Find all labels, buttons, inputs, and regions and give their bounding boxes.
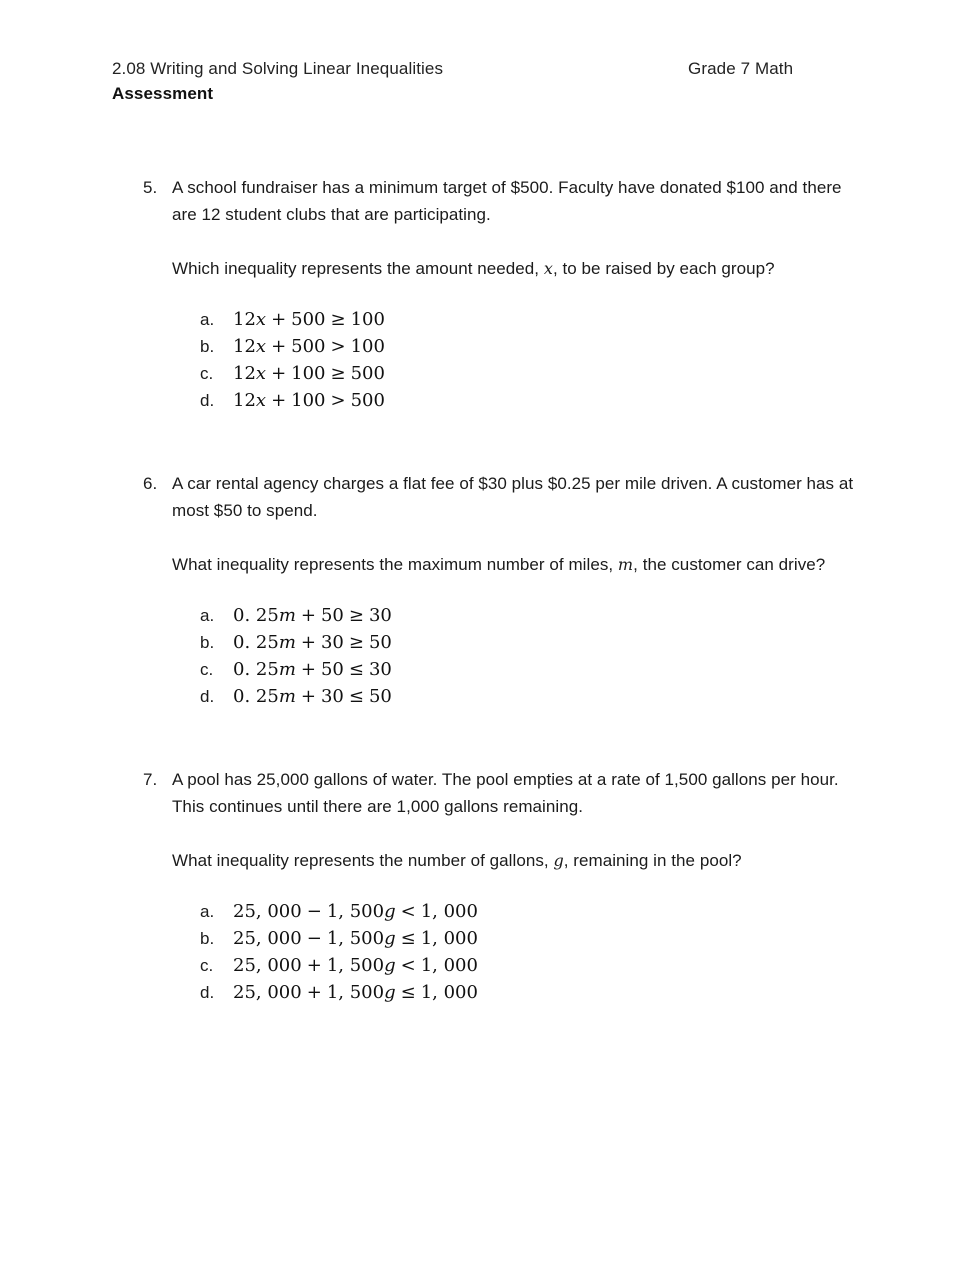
answer-choice[interactable] <box>200 387 866 414</box>
expression-operator: − <box>306 928 322 949</box>
expression-relation: ≤ <box>400 928 416 949</box>
choice-letter: a. <box>200 902 215 921</box>
choice-letter: d. <box>200 983 215 1002</box>
expression-term: 1, 500 <box>326 901 385 922</box>
choice-letter: c. <box>200 364 214 383</box>
question-prompt <box>172 255 866 282</box>
lesson-title: 2.08 Writing and Solving Linear Inequalities <box>112 59 444 78</box>
expression-variable: m <box>278 605 296 626</box>
expression-term: 500 <box>291 336 326 357</box>
expression-coefficient: 25, 000 <box>233 955 302 976</box>
expression-term: 50 <box>320 605 344 626</box>
expression-right-side: 500 <box>350 390 385 411</box>
expression-term-variable: g <box>384 982 396 1003</box>
expression-right-side: 1, 000 <box>420 901 478 922</box>
expression-coefficient: 0. 25 <box>233 605 279 626</box>
questions-list <box>0 174 979 1006</box>
expression-term: 500 <box>291 309 326 330</box>
choice-letter: c. <box>200 956 214 975</box>
expression-coefficient: 12 <box>233 390 256 411</box>
question-number: 6. <box>143 474 158 493</box>
choice-expression <box>233 952 478 979</box>
expression-relation: ≤ <box>348 686 364 707</box>
expression-term: 1, 500 <box>326 982 385 1003</box>
expression-operator: + <box>300 632 316 653</box>
choice-expression <box>233 602 392 629</box>
expression-term: 30 <box>320 632 344 653</box>
expression-right-side: 1, 000 <box>420 928 478 949</box>
expression-coefficient: 12 <box>233 363 256 384</box>
answer-choice[interactable] <box>200 952 866 979</box>
answer-choice[interactable] <box>200 306 866 333</box>
expression-operator: + <box>271 309 287 330</box>
choice-letter: a. <box>200 310 215 329</box>
choice-expression <box>233 656 392 683</box>
question-number: 7. <box>143 770 158 789</box>
question-body <box>172 174 866 414</box>
expression-term-variable: g <box>384 928 396 949</box>
expression-relation: < <box>400 901 416 922</box>
prompt-text-before-variable: Which inequality represents the amount needed, <box>172 259 544 278</box>
expression-operator: + <box>306 955 322 976</box>
prompt-text-after-variable: , remaining in the pool? <box>563 851 742 870</box>
choice-expression <box>233 333 385 360</box>
expression-operator: − <box>306 901 322 922</box>
choice-expression <box>233 360 385 387</box>
expression-coefficient: 0. 25 <box>233 632 279 653</box>
choice-expression <box>233 925 478 952</box>
answer-choice[interactable] <box>200 333 866 360</box>
prompt-variable: g <box>553 851 564 870</box>
prompt-text-before-variable: What inequality represents the maximum number of miles, <box>172 555 618 574</box>
expression-coefficient: 25, 000 <box>233 982 302 1003</box>
expression-right-side: 30 <box>368 605 392 626</box>
question-body <box>172 766 866 1006</box>
choice-expression <box>233 629 392 656</box>
expression-variable: x <box>255 309 267 330</box>
answer-choices <box>172 602 866 710</box>
expression-variable: m <box>278 632 296 653</box>
expression-term-variable: g <box>384 955 396 976</box>
expression-relation: ≤ <box>348 659 364 680</box>
answer-choice[interactable] <box>200 656 866 683</box>
answer-choices <box>172 306 866 414</box>
expression-term: 50 <box>320 659 344 680</box>
expression-term: 1, 500 <box>326 928 385 949</box>
expression-operator: + <box>300 686 316 707</box>
choice-expression <box>233 387 385 414</box>
prompt-text-after-variable: , the customer can drive? <box>633 555 826 574</box>
choice-letter: b. <box>200 633 215 652</box>
expression-coefficient: 12 <box>233 336 256 357</box>
question-body <box>172 470 866 710</box>
expression-operator: + <box>306 982 322 1003</box>
expression-right-side: 100 <box>350 309 385 330</box>
answer-choice[interactable] <box>200 629 866 656</box>
expression-term: 100 <box>291 363 326 384</box>
answer-choices <box>172 898 866 1006</box>
prompt-text-before-variable: What inequality represents the number of gallons, <box>172 851 554 870</box>
choice-expression <box>233 306 385 333</box>
question-block <box>0 766 979 1006</box>
expression-variable: m <box>278 686 296 707</box>
question-stem: A pool has 25,000 gallons of water. The pool empties at a rate of 1,500 gallons per hour. This continues until there are 1,000 gallons remaining. <box>172 770 839 816</box>
choice-expression <box>233 979 478 1006</box>
expression-coefficient: 25, 000 <box>233 901 302 922</box>
answer-choice[interactable] <box>200 979 866 1006</box>
expression-right-side: 1, 000 <box>420 955 478 976</box>
expression-relation: ≤ <box>400 982 416 1003</box>
expression-right-side: 50 <box>368 632 392 653</box>
expression-coefficient: 0. 25 <box>233 659 279 680</box>
answer-choice[interactable] <box>200 898 866 925</box>
course-title: Grade 7 Math <box>688 59 794 78</box>
expression-relation: < <box>400 955 416 976</box>
prompt-variable: x <box>543 259 553 278</box>
question-prompt <box>172 551 866 578</box>
answer-choice[interactable] <box>200 683 866 710</box>
expression-relation: ≥ <box>348 605 364 626</box>
answer-choice[interactable] <box>200 602 866 629</box>
prompt-text-after-variable: , to be raised by each group? <box>552 259 775 278</box>
question-prompt <box>172 847 866 874</box>
header-title-row <box>112 56 872 81</box>
expression-relation: ≥ <box>330 363 346 384</box>
expression-variable: x <box>255 336 267 357</box>
expression-right-side: 1, 000 <box>420 982 478 1003</box>
expression-operator: + <box>300 659 316 680</box>
expression-right-side: 50 <box>368 686 392 707</box>
choice-letter: b. <box>200 929 215 948</box>
expression-relation: > <box>330 390 346 411</box>
choice-letter: a. <box>200 606 215 625</box>
expression-coefficient: 12 <box>233 309 256 330</box>
expression-operator: + <box>300 605 316 626</box>
question-number: 5. <box>143 178 158 197</box>
choice-letter: c. <box>200 660 214 679</box>
expression-coefficient: 25, 000 <box>233 928 302 949</box>
choice-expression <box>233 898 478 925</box>
expression-operator: + <box>271 363 287 384</box>
question-block <box>0 174 979 414</box>
expression-term-variable: g <box>384 901 396 922</box>
choice-expression <box>233 683 392 710</box>
expression-variable: x <box>255 390 267 411</box>
expression-operator: + <box>271 390 287 411</box>
document-subtitle: Assessment <box>112 84 214 103</box>
expression-right-side: 500 <box>350 363 385 384</box>
expression-relation: ≥ <box>330 309 346 330</box>
answer-choice[interactable] <box>200 360 866 387</box>
prompt-variable: m <box>617 555 634 574</box>
question-block <box>0 470 979 710</box>
expression-operator: + <box>271 336 287 357</box>
expression-relation: ≥ <box>348 632 364 653</box>
expression-right-side: 30 <box>368 659 392 680</box>
expression-coefficient: 0. 25 <box>233 686 279 707</box>
expression-variable: m <box>278 659 296 680</box>
choice-letter: d. <box>200 391 215 410</box>
expression-right-side: 100 <box>350 336 385 357</box>
expression-variable: x <box>255 363 267 384</box>
expression-term: 100 <box>291 390 326 411</box>
answer-choice[interactable] <box>200 925 866 952</box>
question-stem: A school fundraiser has a minimum target of $500. Faculty have donated $100 and there are 12 student clubs that are participating. <box>172 178 842 224</box>
expression-relation: > <box>330 336 346 357</box>
choice-letter: b. <box>200 337 215 356</box>
expression-term: 30 <box>320 686 344 707</box>
expression-term: 1, 500 <box>326 955 385 976</box>
question-stem: A car rental agency charges a flat fee of $30 plus $0.25 per mile driven. A customer has at most $50 to spend. <box>172 474 854 520</box>
document-header <box>112 56 872 106</box>
choice-letter: d. <box>200 687 215 706</box>
